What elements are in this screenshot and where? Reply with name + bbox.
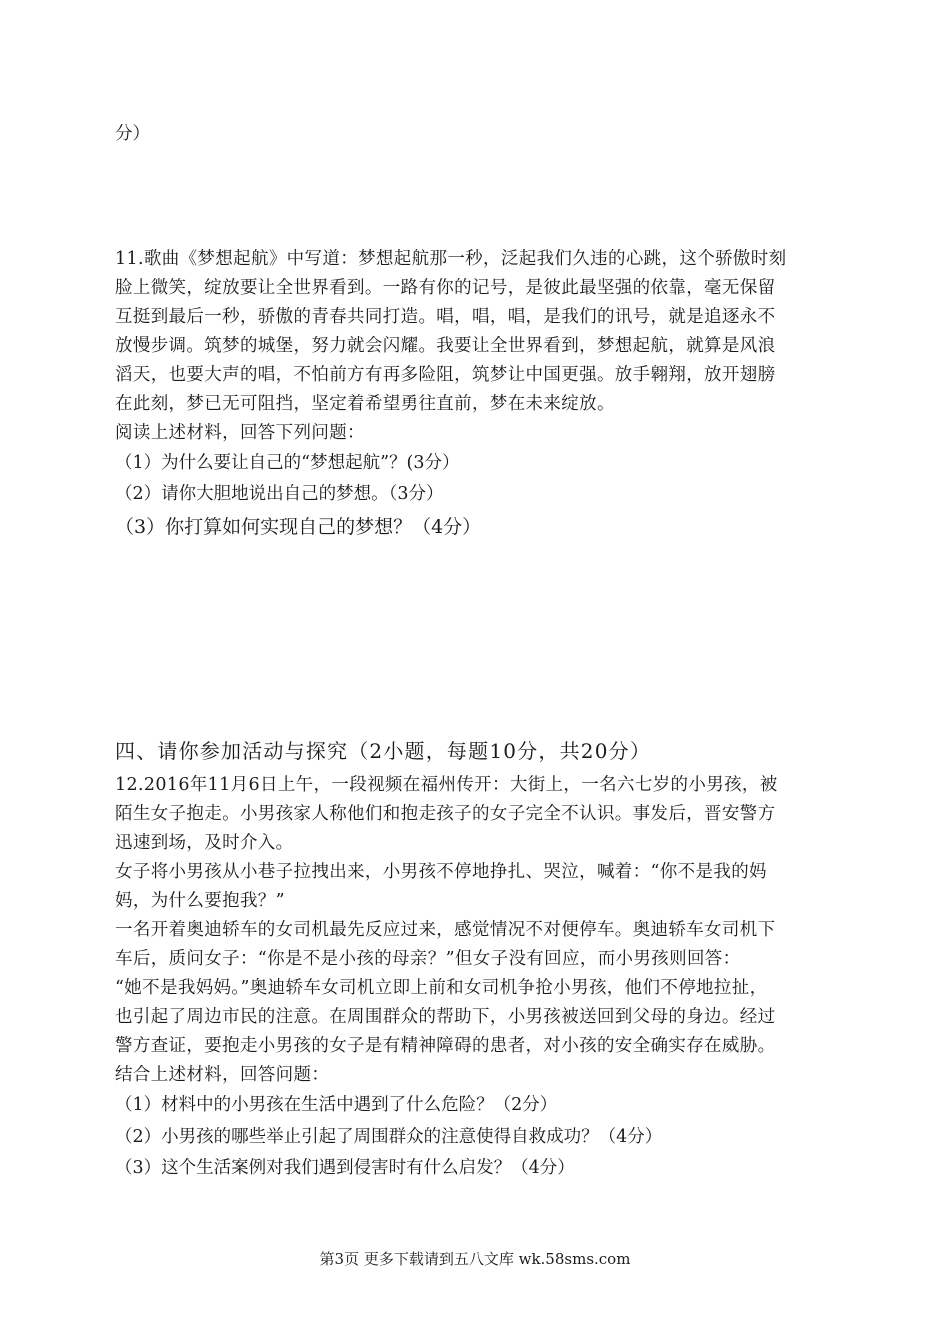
q12-line: 妈，为什么要抱我？” [115, 891, 285, 911]
q12-line: 警方查证，要抱走小男孩的女子是有精神障碍的患者，对小孩的安全确实存在威胁。 [115, 1036, 776, 1056]
q12-line: 一名开着奥迪轿车的女司机最先反应过来，感觉情况不对便停车。奥迪轿车女司机下 [115, 920, 776, 940]
top-fragment: 分） [115, 124, 150, 144]
q12-subquestion-3: （3）这个生活案例对我们遇到侵害时有什么启发？（4分） [115, 1158, 575, 1178]
q12-line: 也引起了周边市民的注意。在周围群众的帮助下，小男孩被送回到父母的身边。经过 [115, 1007, 776, 1027]
q12-subquestion-1: （1）材料中的小男孩在生活中遇到了什么危险？（2分） [115, 1095, 558, 1115]
q11-line: 在此刻，梦已无可阻挡，坚定着希望勇往直前，梦在未来绽放。 [115, 394, 615, 414]
q11-line: 脸上微笑，绽放要让全世界看到。一路有你的记号，是彼此最坚强的依靠，毫无保留 [115, 278, 776, 298]
q12-line: 车后，质问女子：“你是不是小孩的母亲？”但女子没有回应，而小男孩则回答： [115, 949, 741, 969]
q11-subquestion-2: （2）请你大胆地说出自己的梦想。（3分） [115, 484, 444, 504]
q12-subquestion-2: （2）小男孩的哪些举止引起了周围群众的注意使得自救成功？（4分） [115, 1127, 663, 1147]
q12-line: 迅速到场，及时介入。 [115, 833, 294, 853]
q11-line: 互挺到最后一秒，骄傲的青春共同打造。唱，唱，唱，是我们的讯号，就是追逐永不 [115, 307, 776, 327]
q12-line: “她不是我妈妈。”奥迪轿车女司机立即上前和女司机争抢小男孩，他们不停地拉扯， [115, 978, 768, 998]
q12-line: 女子将小男孩从小巷子拉拽出来，小男孩不停地挣扎、哭泣，喊着：“你不是我的妈 [115, 862, 767, 882]
page-footer: 第3页 更多下载请到五八文库 wk.58sms.com [319, 1250, 631, 1268]
q11-line: 11.歌曲《梦想起航》中写道：梦想起航那一秒，泛起我们久违的心跳，这个骄傲时刻 [115, 249, 787, 269]
q11-line: 阅读上述材料，回答下列问题： [115, 423, 365, 443]
q12-line: 结合上述材料，回答问题： [115, 1065, 330, 1085]
q11-line: 放慢步调。筑梦的城堡，努力就会闪耀。我要让全世界看到，梦想起航，就算是风浪 [115, 336, 776, 356]
section-4-title: 四、请你参加活动与探究（2小题，每题10分，共20分） [115, 739, 652, 763]
q11-subquestion-1: （1）为什么要让自己的“梦想起航”？(3分） [115, 453, 460, 473]
q12-line: 陌生女子抱走。小男孩家人称他们和抱走孩子的女子完全不认识。事发后，晋安警方 [115, 804, 776, 824]
q11-line: 滔天，也要大声的唱，不怕前方有再多险阻，筑梦让中国更强。放手翱翔，放开翅膀 [115, 365, 776, 385]
q12-line: 12.2016年11月6日上午，一段视频在福州传开：大街上，一名六七岁的小男孩，被 [115, 775, 778, 795]
q11-subquestion-3: （3）你打算如何实现自己的梦想？（4分） [115, 516, 482, 538]
